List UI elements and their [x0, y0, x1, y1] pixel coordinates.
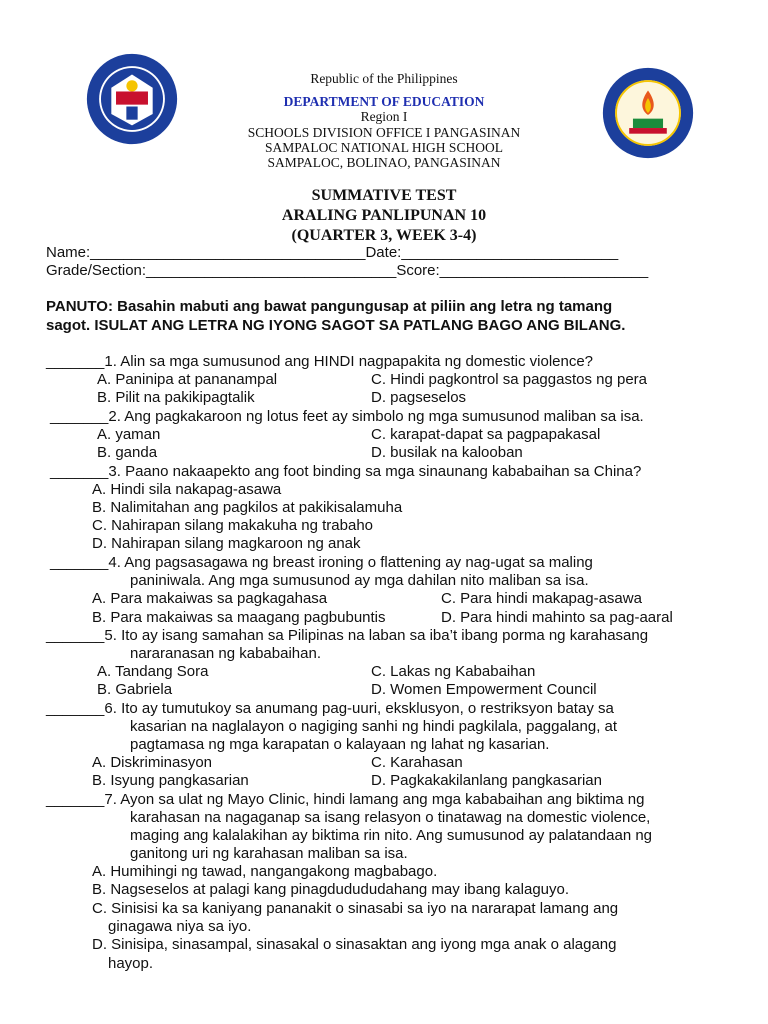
q6-choice-c: C. Karahasan	[371, 754, 463, 771]
subject-title: ARALING PANLIPUNAN 10	[281, 207, 487, 224]
question-6-cont-1: kasarian na naglalayon o nagiging sanhi ng hindi pagkilala, paggalang, at	[130, 718, 618, 735]
q3-choice-c: C. Nahirapan silang makakuha ng trabaho	[92, 517, 374, 534]
q4-choice-b: B. Para makaiwas sa maagang pagbubuntis	[92, 609, 386, 626]
q4-choice-c: C. Para hindi makapag-asawa	[441, 590, 642, 607]
test-title: SUMMATIVE TEST	[311, 187, 457, 204]
republic-label: Republic of the Philippines	[310, 71, 458, 86]
question-5: _______5. Ito ay isang samahan sa Pilipinas na laban sa iba’t ibang porma ng karahasang	[46, 627, 649, 644]
q7-choice-a: A. Humihingi ng tawad, nangangakong magbabago.	[92, 863, 438, 880]
question-6: _______6. Ito ay tumutukoy sa anumang pag-uuri, eksklusyon, o restriksyon batay sa	[46, 700, 614, 717]
q7-choice-c: C. Sinisisi ka sa kaniyang pananakit o sinasabi sa iyo na nararapat lamang ang	[92, 900, 619, 917]
q3-choice-d: D. Nahirapan silang magkaroon ng anak	[92, 535, 361, 552]
question-7-cont-2: maging ang kalalakihan ay biktima rin nito. Ang sumusunod ay palatandaan ng	[130, 827, 653, 844]
question-2: _______2. Ang pagkakaroon ng lotus feet ay simbolo ng mga sumusunod maliban sa isa.	[50, 408, 644, 425]
q2-choice-d: D. busilak na kalooban	[371, 444, 523, 461]
q1-choice-d: D. pagseselos	[371, 389, 467, 406]
q4-choice-d: D. Para hindi mahinto sa pag-aaral	[441, 609, 673, 626]
department-label: DEPARTMENT OF EDUCATION	[283, 94, 485, 109]
instructions-line-1: PANUTO: Basahin mabuti ang bawat pangungusap at piliin ang letra ng tamang	[46, 298, 613, 315]
instructions-line-2: sagot. ISULAT ANG LETRA NG IYONG SAGOT SA PATLANG BAGO ANG BILANG.	[46, 317, 626, 334]
question-7: _______7. Ayon sa ulat ng Mayo Clinic, hindi lamang ang mga kababaihan ang biktima ng	[46, 791, 645, 808]
q6-choice-a: A. Diskriminasyon	[92, 754, 213, 771]
grade-score-field[interactable]: Grade/Section:______________________________Score:_________________________	[46, 262, 649, 279]
question-6-cont-2: pagtamasa ng mga karapatan o kalayaan ng lahat ng kasarian.	[130, 736, 550, 753]
division-label: SCHOOLS DIVISION OFFICE I PANGASINAN	[247, 125, 521, 140]
question-3: _______3. Paano nakaapekto ang foot binding sa mga sinaunang kababaihan sa China?	[50, 463, 642, 480]
q2-choice-b: B. ganda	[97, 444, 158, 461]
school-label: SAMPALOC NATIONAL HIGH SCHOOL	[265, 140, 503, 155]
question-7-cont-3: ganitong uri ng karahasan maliban sa isa.	[130, 845, 408, 862]
q2-choice-c: C. karapat-dapat sa pagpapakasal	[371, 426, 601, 443]
q6-choice-d: D. Pagkakakilanlang pangkasarian	[371, 772, 602, 789]
q1-choice-b: B. Pilit na pakikipagtalik	[97, 389, 255, 406]
q7-choice-d: D. Sinisipa, sinasampal, sinasakal o sinasaktan ang iyong mga anak o alagang	[92, 936, 617, 953]
question-5-cont: nararanasan ng kababaihan.	[130, 645, 321, 662]
q3-choice-a: A. Hindi sila nakapag-asawa	[92, 481, 282, 498]
q7-choice-d-cont: hayop.	[108, 955, 154, 972]
question-1: _______1. Alin sa mga sumusunod ang HINDI nagpapakita ng domestic violence?	[46, 353, 594, 370]
q5-choice-a: A. Tandang Sora	[97, 663, 209, 680]
q3-choice-b: B. Nalimitahan ang pagkilos at pakikisalamuha	[92, 499, 403, 516]
q5-choice-c: C. Lakas ng Kababaihan	[371, 663, 536, 680]
q2-choice-a: A. yaman	[97, 426, 161, 443]
question-4-cont: paniniwala. Ang mga sumusunod ay mga dahilan nito maliban sa isa.	[130, 572, 589, 589]
region-label: Region I	[360, 109, 408, 124]
q7-choice-b: B. Nagseselos at palagi kang pinagdudududahang may ibang kalaguyo.	[92, 881, 570, 898]
quarter-title: (QUARTER 3, WEEK 3-4)	[291, 227, 477, 244]
q7-choice-c-cont: ginagawa niya sa iyo.	[108, 918, 252, 935]
address-label: SAMPALOC, BOLINAO, PANGASINAN	[267, 155, 501, 170]
q5-choice-d: D. Women Empowerment Council	[371, 681, 597, 698]
q6-choice-b: B. Isyung pangkasarian	[92, 772, 249, 789]
q1-choice-a: A. Paninipa at pananampal	[97, 371, 278, 388]
q5-choice-b: B. Gabriela	[97, 681, 173, 698]
name-date-field[interactable]: Name:_________________________________Date:__________________________	[46, 244, 619, 261]
question-7-cont-1: karahasan na nagaganap sa isang relasyon o tinatawag na domestic violence,	[130, 809, 651, 826]
q4-choice-a: A. Para makaiwas sa pagkagahasa	[92, 590, 328, 607]
q1-choice-c: C. Hindi pagkontrol sa paggastos ng pera	[371, 371, 648, 388]
question-4: _______4. Ang pagsasagawa ng breast ironing o flattening ay nag-ugat sa maling	[50, 554, 593, 571]
